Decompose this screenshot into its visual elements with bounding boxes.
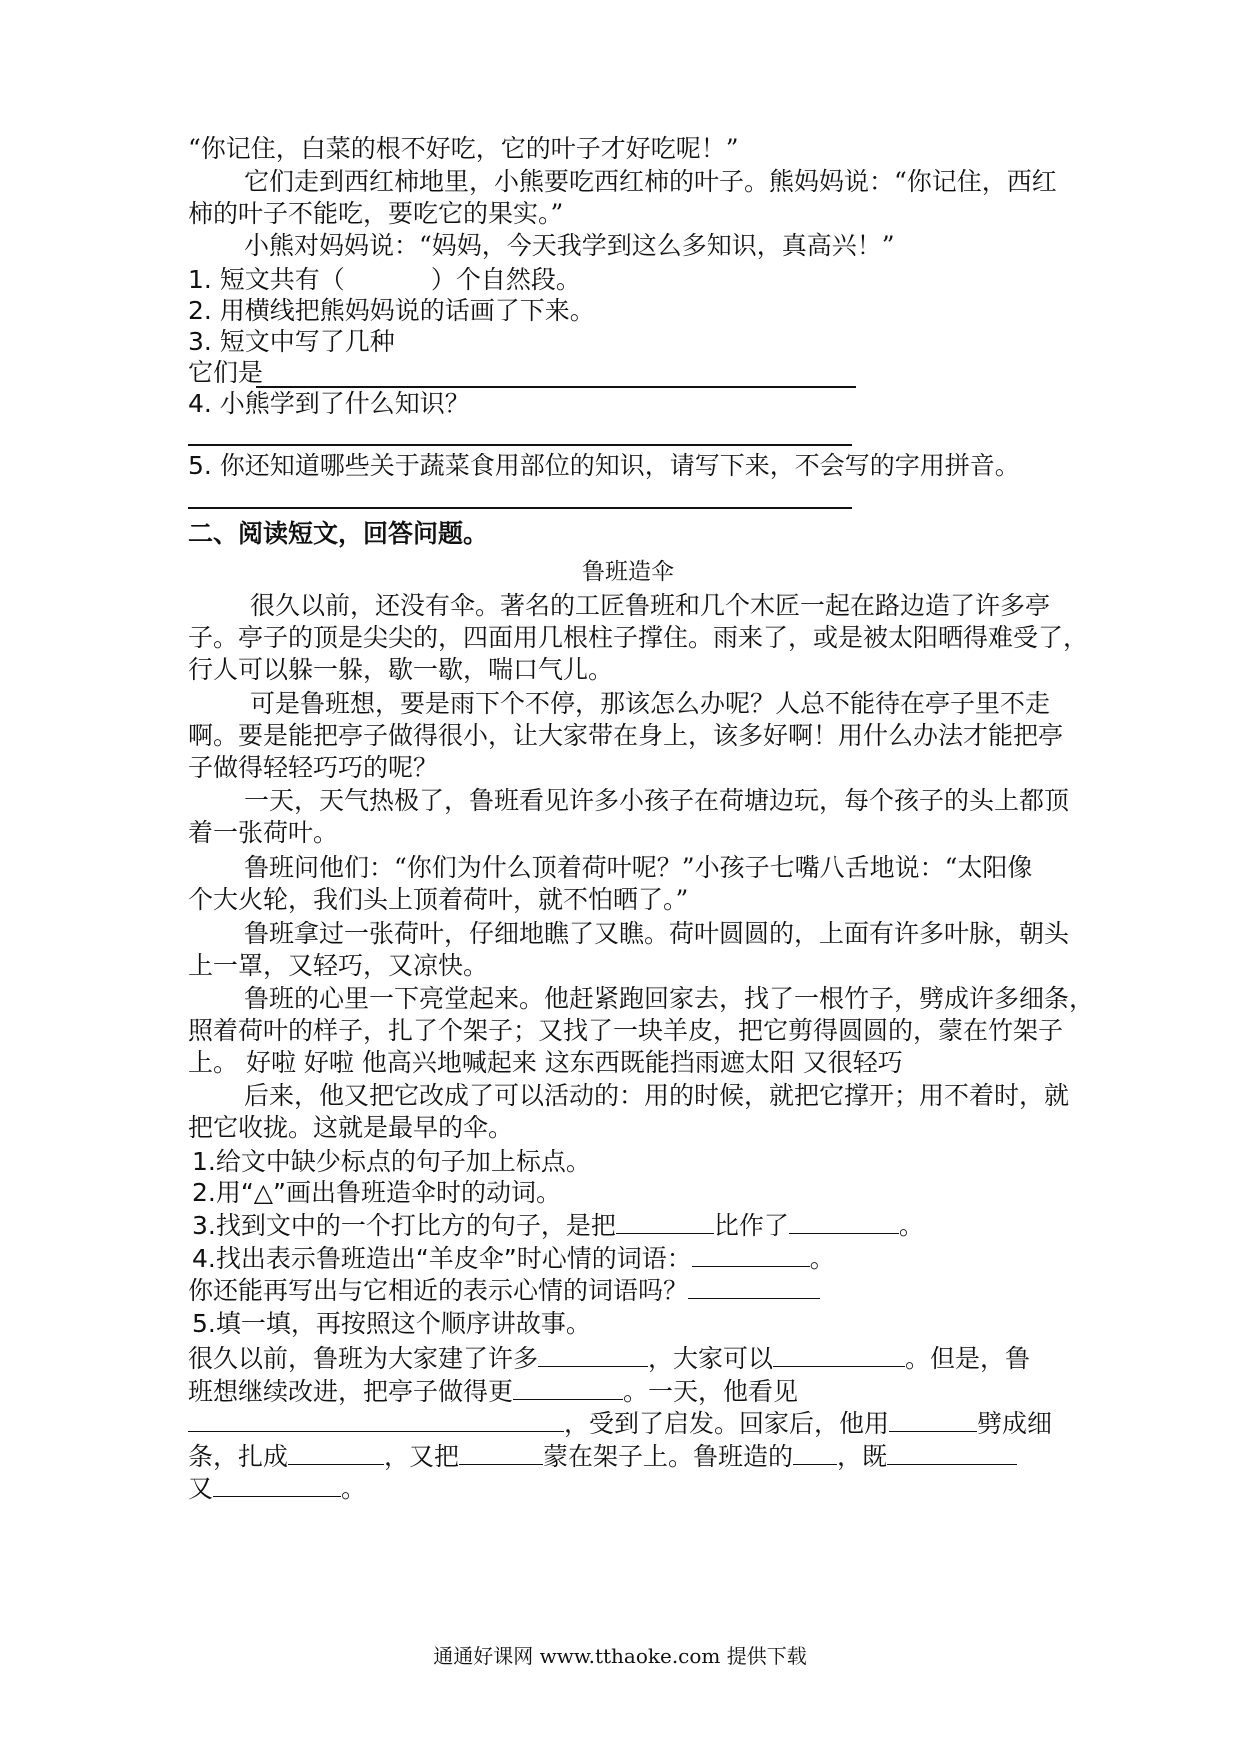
fill-line-2: [188, 1376, 798, 1408]
fill-1-text-b: ，大家可以: [648, 1344, 774, 1373]
story-line-8: 着一张荷叶。: [188, 818, 339, 847]
story-line-17: 把它收拢。这就是最早的伞。: [188, 1113, 514, 1142]
question2-4-text-b: 。: [809, 1244, 835, 1273]
blank-fill-3a[interactable]: [188, 1409, 564, 1432]
passage1-line-1: “你记住，白菜的根不好吃，它的叶子才好吃呢！”: [188, 134, 739, 163]
story-line-13: 鲁班的心里一下亮堂起来。他赶紧跑回家去，找了一根竹子，劈成许多细条，: [244, 984, 1095, 1013]
fill-4-text-b: ，又把: [384, 1442, 460, 1471]
story-line-2: 子。亭子的顶是尖尖的，四面用几根柱子撑住。雨来了，或是被太阳晒得难受了，: [188, 623, 1089, 652]
blank-fill-3b[interactable]: [889, 1409, 977, 1432]
story-line-15-unpunctuated: 上。 好啦 好啦 他高兴地喊起来 这东西既能挡雨遮太阳 又很轻巧: [188, 1048, 903, 1077]
question2-5: 5.填一填，再按照这个顺序讲故事。: [192, 1309, 591, 1338]
blank-fill-4a[interactable]: [288, 1442, 384, 1465]
blank-q3-first[interactable]: [616, 1211, 714, 1234]
story-line-16: 后来，他又把它改成了可以活动的：用的时候，就把它撑开；用不着时，就: [244, 1081, 1070, 1110]
passage1-line-4: 小熊对妈妈说：“妈妈，今天我学到这么多知识，真高兴！”: [244, 231, 895, 260]
question1-1-prefix: 1. 短文共有（: [188, 265, 345, 294]
blank-fill-1a[interactable]: [538, 1344, 648, 1367]
story-line-1: 很久以前，还没有伞。著名的工匠鲁班和几个木匠一起在路边造了许多亭: [250, 591, 1051, 620]
question1-5: 5. 你还知道哪些关于蔬菜食用部位的知识，请写下来，不会写的字用拼音。: [188, 451, 1020, 480]
fill-line-3: [188, 1408, 1052, 1440]
question1-3: 3. 短文中写了几种: [188, 327, 395, 356]
fill-2-text-a: 班想继续改进，把亭子做得更: [188, 1377, 514, 1406]
story-line-3: 行人可以躲一躲，歇一歇，喘口气儿。: [188, 655, 614, 684]
story-line-11: 鲁班拿过一张荷叶，仔细地瞧了又瞧。荷叶圆圆的，上面有许多叶脉，朝头: [244, 919, 1070, 948]
story-line-6: 子做得轻轻巧巧的呢？: [188, 753, 439, 782]
question1-1-suffix: ）个自然段。: [430, 265, 581, 294]
story-line-7: 一天，天气热极了，鲁班看见许多小孩子在荷塘边玩，每个孩子的头上都顶: [244, 786, 1070, 815]
question2-3: [192, 1210, 924, 1242]
blank-fill-4c[interactable]: [793, 1442, 837, 1465]
blank-fill-5a[interactable]: [213, 1474, 341, 1497]
fill-3-text-c: 劈成细: [977, 1409, 1053, 1438]
blank-q3-second[interactable]: [789, 1211, 899, 1234]
blank-q4-similar-words[interactable]: [688, 1276, 820, 1299]
question2-1: 1.给文中缺少标点的句子加上标点。: [192, 1147, 591, 1176]
footer-credit: 通通好课网 www.tthaoke.com 提供下载: [433, 1644, 807, 1668]
question1-1: [188, 264, 581, 296]
question1-2: 2. 用横线把熊妈妈说的话画了下来。: [188, 296, 595, 325]
story-line-14: 照着荷叶的样子，扎了个架子；又找了一块羊皮，把它剪得圆圆的，蒙在竹架子: [188, 1016, 1064, 1045]
question2-2: 2.用“△”画出鲁班造伞时的动词。: [192, 1178, 561, 1207]
blank-fill-4d[interactable]: [887, 1442, 1017, 1465]
blank-fill-2a[interactable]: [513, 1377, 623, 1400]
fill-1-text-c: 。但是，鲁: [905, 1344, 1031, 1373]
story-title: 鲁班造伞: [582, 559, 674, 585]
fill-3-text-b: ，受到了启发。回家后，他用: [564, 1409, 890, 1438]
blank-fill-4b[interactable]: [459, 1442, 543, 1465]
question1-3-answer-label: 它们是: [188, 358, 264, 387]
passage1-line-3: 柿的叶子不能吃，要吃它的果实。”: [188, 199, 564, 228]
passage1-line-2: 它们走到西红柿地里，小熊要吃西红柿的叶子。熊妈妈说：“你记住，西红: [244, 167, 1057, 196]
fill-5-text-b: 。: [341, 1474, 367, 1503]
story-line-5: 啊。要是能把亭子做得很小，让大家带在身上，该多好啊！用什么办法才能把亭: [188, 721, 1064, 750]
question2-3-text-a: 3.找到文中的一个打比方的句子，是把: [192, 1211, 616, 1240]
question2-4-text-a: 4.找出表示鲁班造出“羊皮伞”时心情的词语：: [192, 1244, 692, 1273]
question2-4-followup-text: 你还能再写出与它相近的表示心情的词语吗？: [188, 1276, 689, 1305]
fill-line-5: [188, 1473, 366, 1505]
fill-2-text-b: 。一天，他看见: [623, 1377, 799, 1406]
blank-fill-1b[interactable]: [773, 1344, 905, 1367]
story-line-9: 鲁班问他们：“你们为什么顶着荷叶呢？”小孩子七嘴八舌地说：“太阳像: [244, 853, 1033, 882]
fill-5-text-a: 又: [188, 1474, 214, 1503]
fill-line-4: [188, 1441, 1017, 1473]
story-line-4: 可是鲁班想，要是雨下个不停，那该怎么办呢？人总不能待在亭子里不走: [250, 689, 1051, 718]
question2-3-text-c: 。: [898, 1211, 924, 1240]
fill-4-text-c: 蒙在架子上。鲁班造的: [543, 1442, 794, 1471]
question2-3-text-b: 比作了: [713, 1211, 789, 1240]
fill-4-text-d: ，既: [837, 1442, 888, 1471]
question2-4-followup: [188, 1275, 820, 1307]
section2-heading: 二、阅读短文，回答问题。: [188, 519, 489, 548]
fill-1-text-a: 很久以前，鲁班为大家建了许多: [188, 1344, 539, 1373]
question1-4: 4. 小熊学到了什么知识？: [188, 389, 470, 418]
answer-line-q4[interactable]: [188, 444, 852, 446]
answer-line-q5[interactable]: [188, 507, 852, 509]
blank-q4-mood-word[interactable]: [692, 1244, 810, 1267]
story-line-12: 上一罩，又轻巧，又凉快。: [188, 951, 489, 980]
fill-line-1: [188, 1343, 1030, 1375]
story-line-10: 个大火轮，我们头上顶着荷叶，就不怕晒了。”: [188, 885, 689, 914]
fill-4-text-a: 条，扎成: [188, 1442, 289, 1471]
question2-4: [192, 1243, 835, 1275]
